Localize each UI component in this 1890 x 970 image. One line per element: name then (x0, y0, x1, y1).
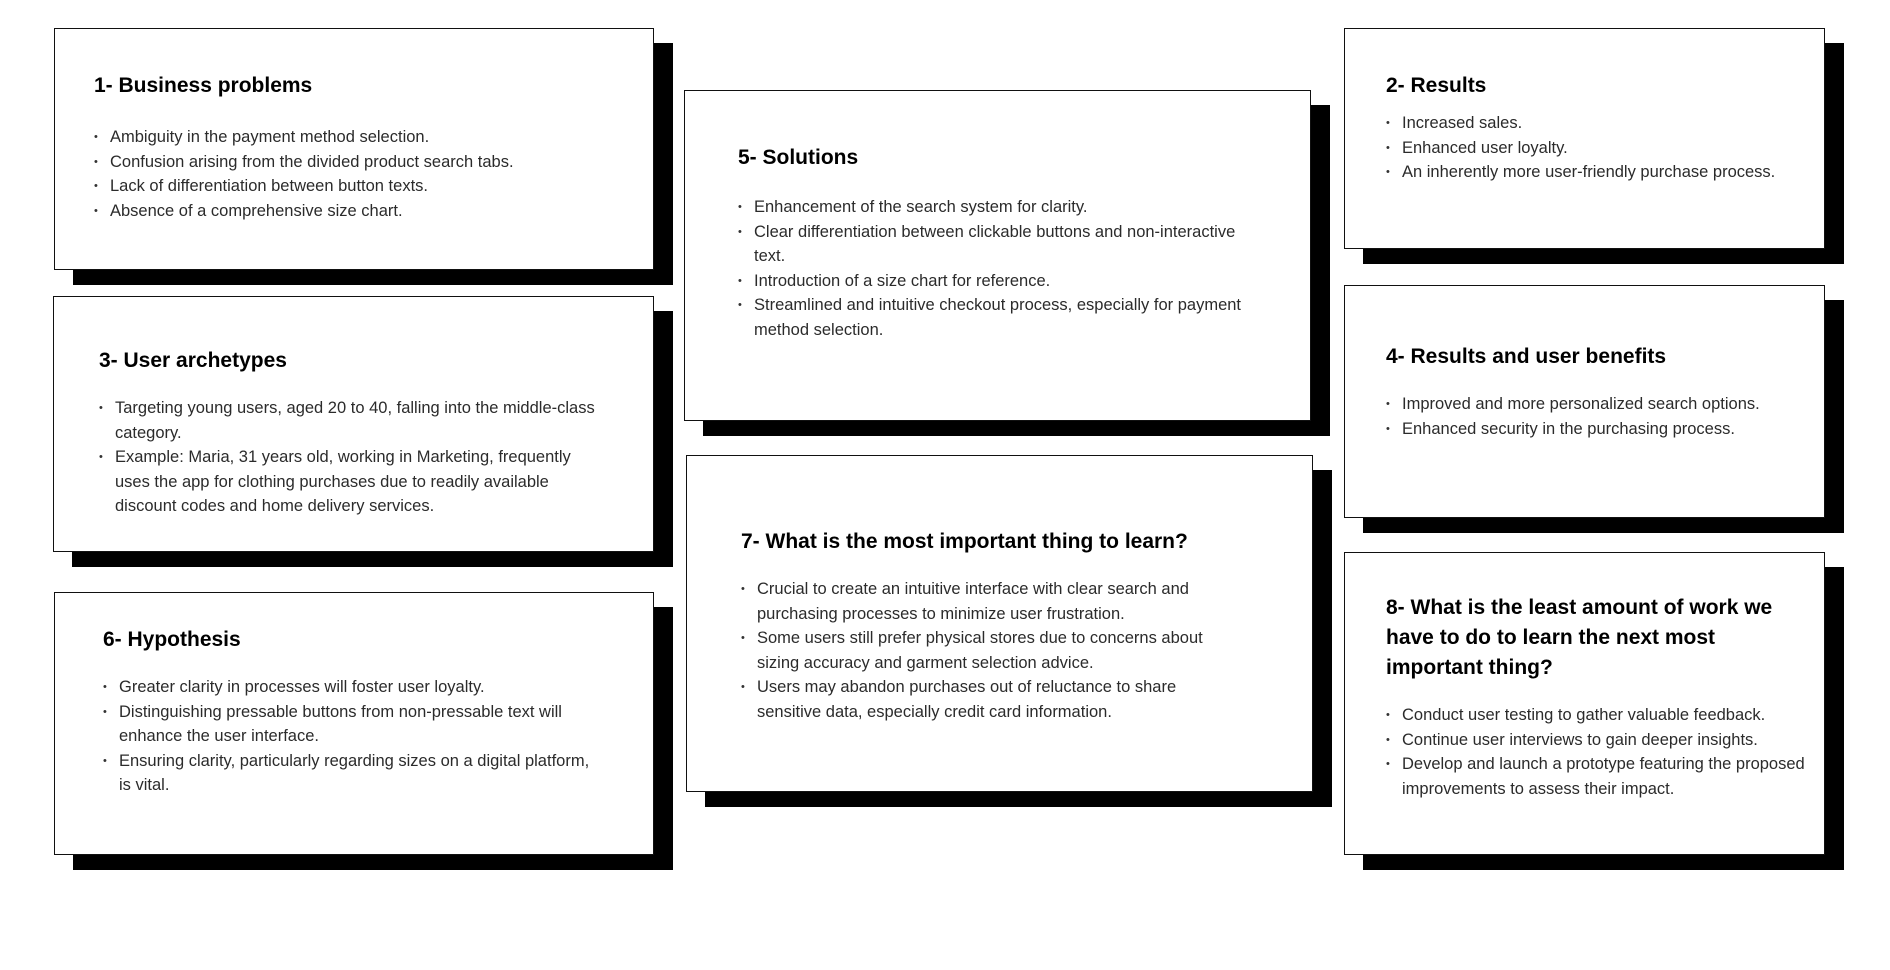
card-most-important-learning (686, 455, 1313, 792)
list-item: • Absence of a comprehensive size chart. (94, 199, 614, 224)
card-business-problems (54, 28, 654, 270)
bullet-list (741, 577, 1241, 724)
bullet-list (1386, 703, 1806, 801)
card-title: 5- Solutions (738, 146, 859, 169)
card-title: 1- Business problems (94, 74, 313, 97)
list-item: • Introduction of a size chart for reference. (738, 269, 1258, 294)
card-title: 7- What is the most important thing to learn? (741, 530, 1188, 553)
card-results (1344, 28, 1825, 249)
list-item: • Improved and more personalized search options. (1386, 392, 1811, 417)
list-item: • Targeting young users, aged 20 to 40, falling into the middle-class category. (99, 396, 599, 445)
bullet-list (738, 195, 1258, 342)
list-item: • Ensuring clarity, particularly regarding sizes on a digital platform, is vital. (103, 749, 603, 798)
card-least-amount-of-work (1344, 552, 1825, 855)
bullet-list (99, 396, 599, 519)
list-item: • Continue user interviews to gain deeper insights. (1386, 728, 1806, 753)
card-hypothesis (54, 592, 654, 855)
list-item: • Increased sales. (1386, 111, 1811, 136)
list-item: • Greater clarity in processes will foster user loyalty. (103, 675, 603, 700)
list-item: • Enhancement of the search system for clarity. (738, 195, 1258, 220)
list-item: • Streamlined and intuitive checkout process, especially for payment method selection. (738, 293, 1258, 342)
card-title: 6- Hypothesis (103, 628, 241, 651)
list-item: • An inherently more user-friendly purchase process. (1386, 160, 1811, 185)
card-user-archetypes (53, 296, 654, 552)
list-item: • Confusion arising from the divided product search tabs. (94, 150, 614, 175)
list-item: • Crucial to create an intuitive interface with clear search and purchasing processes to minimize user frustration. (741, 577, 1241, 626)
card-solutions (684, 90, 1311, 421)
bullet-list (1386, 111, 1811, 185)
card-title: 3- User archetypes (99, 349, 287, 372)
list-item: • Conduct user testing to gather valuable feedback. (1386, 703, 1806, 728)
card-title: 4- Results and user benefits (1386, 345, 1667, 368)
list-item: • Distinguishing pressable buttons from non-pressable text will enhance the user interface. (103, 700, 603, 749)
list-item: • Develop and launch a prototype featuring the proposed improvements to assess their impact. (1386, 752, 1806, 801)
list-item: • Enhanced user loyalty. (1386, 136, 1811, 161)
list-item: • Clear differentiation between clickable buttons and non-interactive text. (738, 220, 1258, 269)
card-title: 2- Results (1386, 74, 1487, 97)
list-item: • Example: Maria, 31 years old, working in Marketing, frequently uses the app for clothing purchases due to readily available discount codes and home delivery services. (99, 445, 599, 519)
list-item: • Users may abandon purchases out of reluctance to share sensitive data, especially credit card information. (741, 675, 1241, 724)
list-item: • Enhanced security in the purchasing process. (1386, 417, 1811, 442)
bullet-list (1386, 392, 1811, 441)
card-results-user-benefits (1344, 285, 1825, 518)
bullet-list (103, 675, 603, 798)
list-item: • Lack of differentiation between button texts. (94, 174, 614, 199)
list-item: • Ambiguity in the payment method selection. (94, 125, 614, 150)
list-item: • Some users still prefer physical stores due to concerns about sizing accuracy and garment selection advice. (741, 626, 1241, 675)
bullet-list (94, 125, 614, 223)
card-title: 8- What is the least amount of work we have to do to learn the next most important thing? (1386, 596, 1773, 679)
